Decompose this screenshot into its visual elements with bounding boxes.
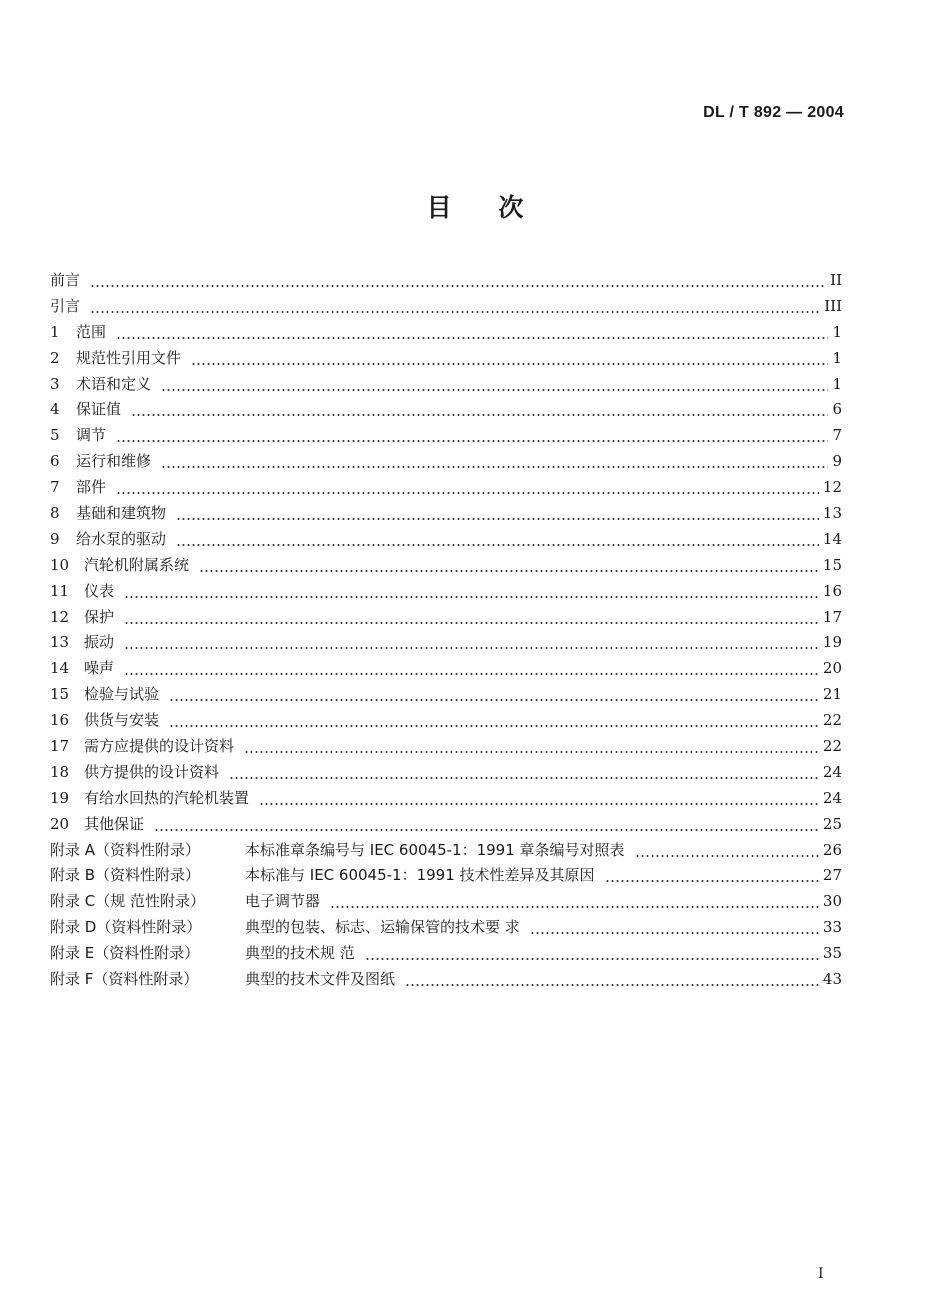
toc-entry-page: 13 bbox=[822, 504, 842, 523]
toc-entry-number: 20 bbox=[50, 814, 70, 833]
toc-entry-page: 24 bbox=[822, 788, 842, 807]
toc-dot-leader bbox=[530, 931, 819, 935]
toc-entry-title: 范围 bbox=[76, 322, 107, 341]
toc-entry-number: 3 bbox=[50, 374, 60, 393]
toc-entry-number: 18 bbox=[50, 762, 70, 781]
toc-entry[interactable] bbox=[50, 268, 842, 294]
toc-entry-page: 19 bbox=[822, 633, 842, 652]
toc-entry-title: 前言 bbox=[50, 271, 81, 289]
toc-entry-title: 供货与安装 bbox=[84, 711, 160, 730]
toc-entry-page: 22 bbox=[822, 711, 842, 730]
toc-appendix-page: 30 bbox=[822, 892, 842, 911]
toc-entry-number: 2 bbox=[50, 348, 60, 367]
toc-entry[interactable] bbox=[50, 812, 842, 838]
toc-dot-leader bbox=[405, 983, 819, 987]
toc-appendix-page: 35 bbox=[822, 944, 842, 963]
toc-dot-leader bbox=[330, 905, 819, 909]
toc-entry[interactable] bbox=[50, 630, 842, 656]
toc-entry[interactable] bbox=[50, 682, 842, 708]
toc-entry-number: 8 bbox=[50, 504, 60, 523]
toc-entry-page: 1 bbox=[832, 374, 842, 393]
toc-entry-page: 1 bbox=[832, 348, 842, 367]
toc-entry[interactable] bbox=[50, 475, 842, 501]
toc-entry-page: 25 bbox=[822, 814, 842, 833]
toc-appendix-title: 典型的技术文件及图纸 bbox=[245, 970, 396, 989]
toc-entry-number: 5 bbox=[50, 426, 60, 445]
toc-appendix-entry[interactable] bbox=[50, 915, 842, 941]
toc-entry-number: 15 bbox=[50, 685, 70, 704]
toc-entry-page: 16 bbox=[822, 581, 842, 600]
toc-entry[interactable] bbox=[50, 734, 842, 760]
toc-appendix-label: 附录 E（资料性附录） bbox=[50, 944, 200, 963]
toc-entry-page: 9 bbox=[832, 452, 842, 471]
toc-entry[interactable] bbox=[50, 553, 842, 579]
toc-entry-number: 1 bbox=[50, 322, 60, 341]
toc-entry-title: 振动 bbox=[84, 633, 115, 652]
toc-appendix-label: 附录 C（规 范性附录） bbox=[50, 892, 206, 911]
toc-appendix-label: 附录 F（资料性附录） bbox=[50, 970, 199, 989]
toc-appendix-page: 43 bbox=[822, 970, 842, 989]
toc-entry-title: 保证值 bbox=[76, 400, 122, 419]
toc-entry-number: 12 bbox=[50, 607, 70, 626]
toc-dot-leader bbox=[635, 854, 819, 858]
toc-appendix-page: 26 bbox=[822, 840, 842, 859]
toc-appendix-entry[interactable] bbox=[50, 838, 842, 864]
toc-entry-page: II bbox=[830, 271, 842, 289]
toc-dot-leader bbox=[154, 828, 819, 832]
toc-entry[interactable] bbox=[50, 605, 842, 631]
toc-appendix-title: 本标准与 IEC 60045-1：1991 技术性差异及其原因 bbox=[245, 866, 595, 885]
toc-entry[interactable] bbox=[50, 397, 842, 423]
toc-dot-leader bbox=[176, 543, 819, 547]
toc-entry-title: 规范性引用文件 bbox=[76, 348, 182, 367]
toc-dot-leader bbox=[605, 879, 819, 883]
toc-dot-leader bbox=[169, 724, 819, 728]
toc-entry-page: 7 bbox=[832, 426, 842, 445]
toc-entry-page: 15 bbox=[822, 555, 842, 574]
toc-entry-title: 引言 bbox=[50, 296, 81, 315]
toc-entry-title: 检验与试验 bbox=[84, 685, 160, 704]
page-title: 目 次 bbox=[426, 193, 524, 222]
toc-entry-title: 部件 bbox=[76, 478, 107, 497]
toc-dot-leader bbox=[161, 465, 828, 469]
toc-entry-number: 4 bbox=[50, 400, 60, 419]
toc-appendix-entry[interactable] bbox=[50, 941, 842, 967]
toc-entry[interactable] bbox=[50, 294, 842, 320]
toc-dot-leader bbox=[116, 491, 819, 495]
toc-entry-title: 术语和定义 bbox=[76, 374, 152, 393]
toc-dot-leader bbox=[124, 646, 819, 650]
toc-dot-leader bbox=[229, 776, 819, 780]
toc-entry-title: 其他保证 bbox=[84, 814, 145, 833]
toc-entry-number: 19 bbox=[50, 788, 70, 807]
toc-entry-title: 噪声 bbox=[84, 659, 115, 678]
toc-appendix-entry[interactable] bbox=[50, 967, 842, 993]
toc-entry[interactable] bbox=[50, 320, 842, 346]
toc-entry-title: 基础和建筑物 bbox=[76, 504, 167, 523]
toc-entry-title: 需方应提供的设计资料 bbox=[84, 737, 235, 756]
toc-entry-title: 仪表 bbox=[84, 581, 115, 600]
toc-entry-number: 13 bbox=[50, 633, 70, 652]
toc-appendix-entry[interactable] bbox=[50, 889, 842, 915]
toc-entry-page: 24 bbox=[822, 762, 842, 781]
toc-appendix-title: 电子调节器 bbox=[245, 892, 321, 911]
toc-entry[interactable] bbox=[50, 372, 842, 398]
toc-dot-leader bbox=[176, 517, 819, 521]
toc-appendix-label: 附录 B（资料性附录） bbox=[50, 866, 201, 885]
toc-dot-leader bbox=[259, 802, 819, 806]
toc-entry-number: 7 bbox=[50, 478, 60, 497]
toc-entry-number: 17 bbox=[50, 737, 70, 756]
toc-entry-number: 14 bbox=[50, 659, 70, 678]
toc-entry-number: 11 bbox=[50, 581, 70, 600]
toc-entry-page: 1 bbox=[832, 322, 842, 341]
toc-appendix-title: 典型的包装、标志、运输保管的技术要 求 bbox=[245, 918, 520, 937]
toc-entry-page: 12 bbox=[822, 478, 842, 497]
toc-dot-leader bbox=[116, 439, 828, 443]
toc-appendix-page: 33 bbox=[822, 918, 842, 937]
toc-dot-leader bbox=[244, 750, 819, 754]
toc-entry-page: III bbox=[824, 296, 842, 315]
toc-dot-leader bbox=[116, 336, 828, 340]
toc-entry[interactable] bbox=[50, 708, 842, 734]
toc-entry[interactable] bbox=[50, 786, 842, 812]
toc-appendix-title: 本标准章条编号与 IEC 60045-1：1991 章条编号对照表 bbox=[245, 840, 625, 859]
toc-dot-leader bbox=[191, 362, 828, 366]
toc-entry-title: 调节 bbox=[76, 426, 107, 445]
toc-dot-leader bbox=[90, 284, 826, 288]
toc-dot-leader bbox=[131, 413, 828, 417]
toc-dot-leader bbox=[90, 310, 820, 314]
toc-dot-leader bbox=[365, 957, 819, 961]
toc-appendix-label: 附录 D（资料性附录） bbox=[50, 918, 202, 937]
standard-number: DL / T 892 — 2004 bbox=[703, 104, 844, 121]
toc-appendix-title: 典型的技术规 范 bbox=[245, 944, 355, 963]
toc-dot-leader bbox=[169, 698, 819, 702]
toc-entry-page: 22 bbox=[822, 737, 842, 756]
toc-entry[interactable] bbox=[50, 579, 842, 605]
toc-appendix-page: 27 bbox=[822, 866, 842, 885]
toc-entry[interactable] bbox=[50, 423, 842, 449]
toc-entry[interactable] bbox=[50, 656, 842, 682]
toc-entry-page: 6 bbox=[832, 400, 842, 419]
toc-dot-leader bbox=[161, 388, 828, 392]
toc-entry-title: 保护 bbox=[84, 607, 115, 626]
toc-entry-page: 17 bbox=[822, 607, 842, 626]
toc-entry-number: 16 bbox=[50, 711, 70, 730]
toc-entry-page: 20 bbox=[822, 659, 842, 678]
toc-entry-title: 运行和维修 bbox=[76, 452, 152, 471]
toc-appendix-label: 附录 A（资料性附录） bbox=[50, 840, 201, 859]
toc-entry-page: 14 bbox=[822, 529, 842, 548]
toc-entry-title: 供方提供的设计资料 bbox=[84, 762, 220, 781]
toc-entry[interactable] bbox=[50, 760, 842, 786]
toc-dot-leader bbox=[199, 569, 819, 573]
toc-entry[interactable] bbox=[50, 449, 842, 475]
toc-dot-leader bbox=[124, 672, 819, 676]
toc-entry[interactable] bbox=[50, 527, 842, 553]
toc-dot-leader bbox=[124, 621, 819, 625]
toc-entry-title: 给水泵的驱动 bbox=[76, 529, 167, 548]
page-number: I bbox=[818, 1266, 824, 1282]
toc-entry[interactable] bbox=[50, 346, 842, 372]
toc-appendix-entry[interactable] bbox=[50, 863, 842, 889]
toc-entry-number: 10 bbox=[50, 555, 70, 574]
toc-entry-number: 9 bbox=[50, 529, 60, 548]
table-of-contents bbox=[50, 268, 842, 993]
toc-entry-title: 有给水回热的汽轮机装置 bbox=[84, 788, 250, 807]
toc-dot-leader bbox=[124, 595, 819, 599]
toc-entry-title: 汽轮机附属系统 bbox=[84, 555, 190, 574]
toc-entry-number: 6 bbox=[50, 452, 60, 471]
toc-entry[interactable] bbox=[50, 501, 842, 527]
toc-entry-page: 21 bbox=[822, 685, 842, 704]
